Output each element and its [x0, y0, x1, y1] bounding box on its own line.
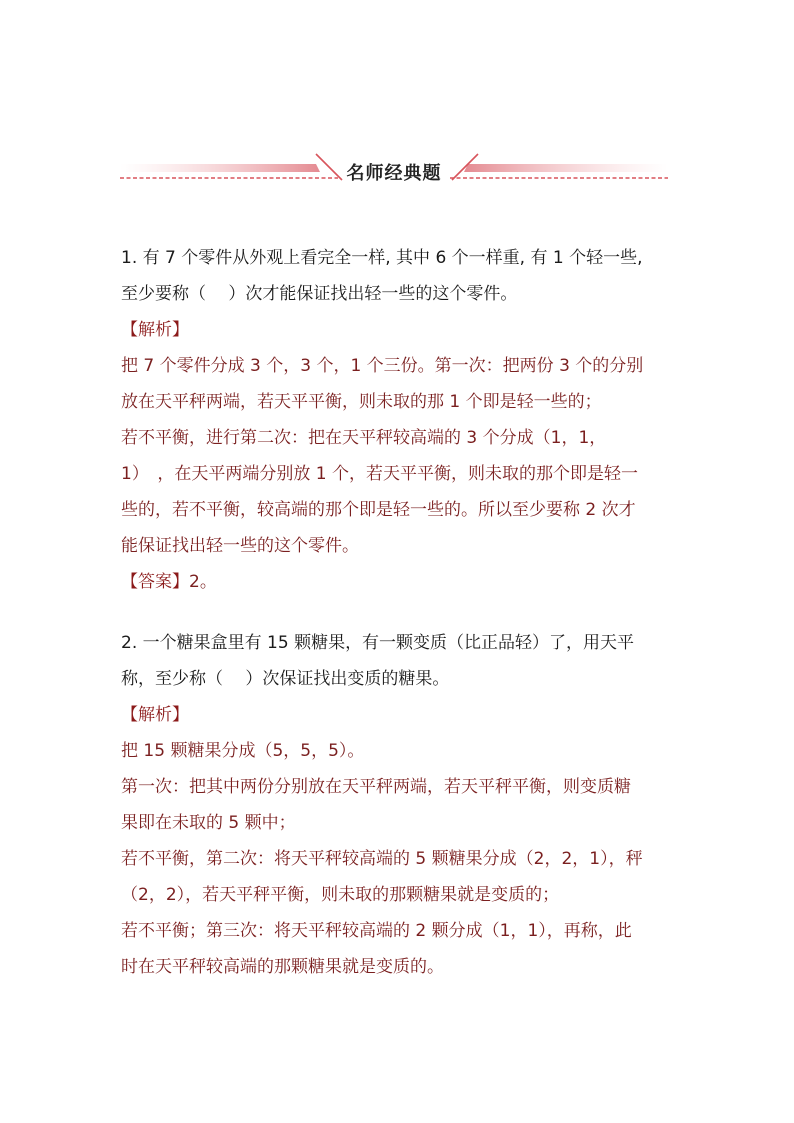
analysis-line: 时在天平秤较高端的那颗糖果就是变质的。 — [121, 957, 444, 977]
question-block-2 — [121, 625, 681, 985]
answer-line — [121, 564, 681, 600]
analysis-line: 把 7 个零件分成 3 个，3 个，1 个三份。第一次：把两份 3 个的分别 — [121, 356, 644, 376]
section-title: 名师经典题 — [346, 163, 442, 184]
analysis-line: 些的，若不平衡，较高端的那个即是轻一些的。所以至少要称 2 次才 — [121, 500, 636, 520]
content-area — [121, 240, 681, 985]
question-text-line: 2. 一个糖果盒里有 15 颗糖果，有一颗变质（比正品轻）了，用天平 — [121, 633, 635, 653]
question-text-line: 1. 有 7 个零件从外观上看完全一样, 其中 6 个一样重, 有 1 个轻一些, — [121, 248, 643, 268]
analysis-line: 1） ，在天平两端分别放 1 个，若天平平衡，则未取的那个即是轻一 — [121, 464, 638, 484]
question-text-line: 至少要称（ ）次才能保证找出轻一些的这个零件。 — [121, 284, 518, 304]
analysis-line: 若不平衡，第二次：将天平秤较高端的 5 颗糖果分成（2，2，1），秤 — [121, 849, 643, 869]
analysis-label: 【解析】 — [121, 320, 189, 340]
analysis-label: 【解析】 — [121, 705, 189, 725]
question-block-1 — [121, 240, 681, 600]
answer-label: 【答案】 — [121, 572, 189, 592]
analysis-line: 放在天平秤两端，若天平平衡，则未取的那 1 个即是轻一些的； — [121, 392, 602, 412]
question-text-line: 称，至少称（ ）次保证找出变质的糖果。 — [121, 669, 450, 689]
analysis-line: 若不平衡，进行第二次：把在天平秤较高端的 3 个分成（1，1， — [121, 428, 607, 448]
analysis-line: 果即在未取的 5 颗中； — [121, 813, 296, 833]
analysis-line: 能保证找出轻一些的这个零件。 — [121, 536, 359, 556]
analysis-line: 若不平衡；第三次：将天平秤较高端的 2 颗分成（1，1），再称，此 — [121, 921, 632, 941]
analysis-line: 把 15 颗糖果分成（5，5，5）。 — [121, 741, 365, 761]
analysis-line: 第一次：把其中两份分别放在天平秤两端，若天平秤平衡，则变质糖 — [121, 777, 631, 797]
section-header-banner — [120, 150, 668, 190]
answer-value: 2。 — [189, 572, 217, 592]
analysis-line: （2，2），若天平秤平衡，则未取的那颗糖果就是变质的； — [121, 885, 560, 905]
